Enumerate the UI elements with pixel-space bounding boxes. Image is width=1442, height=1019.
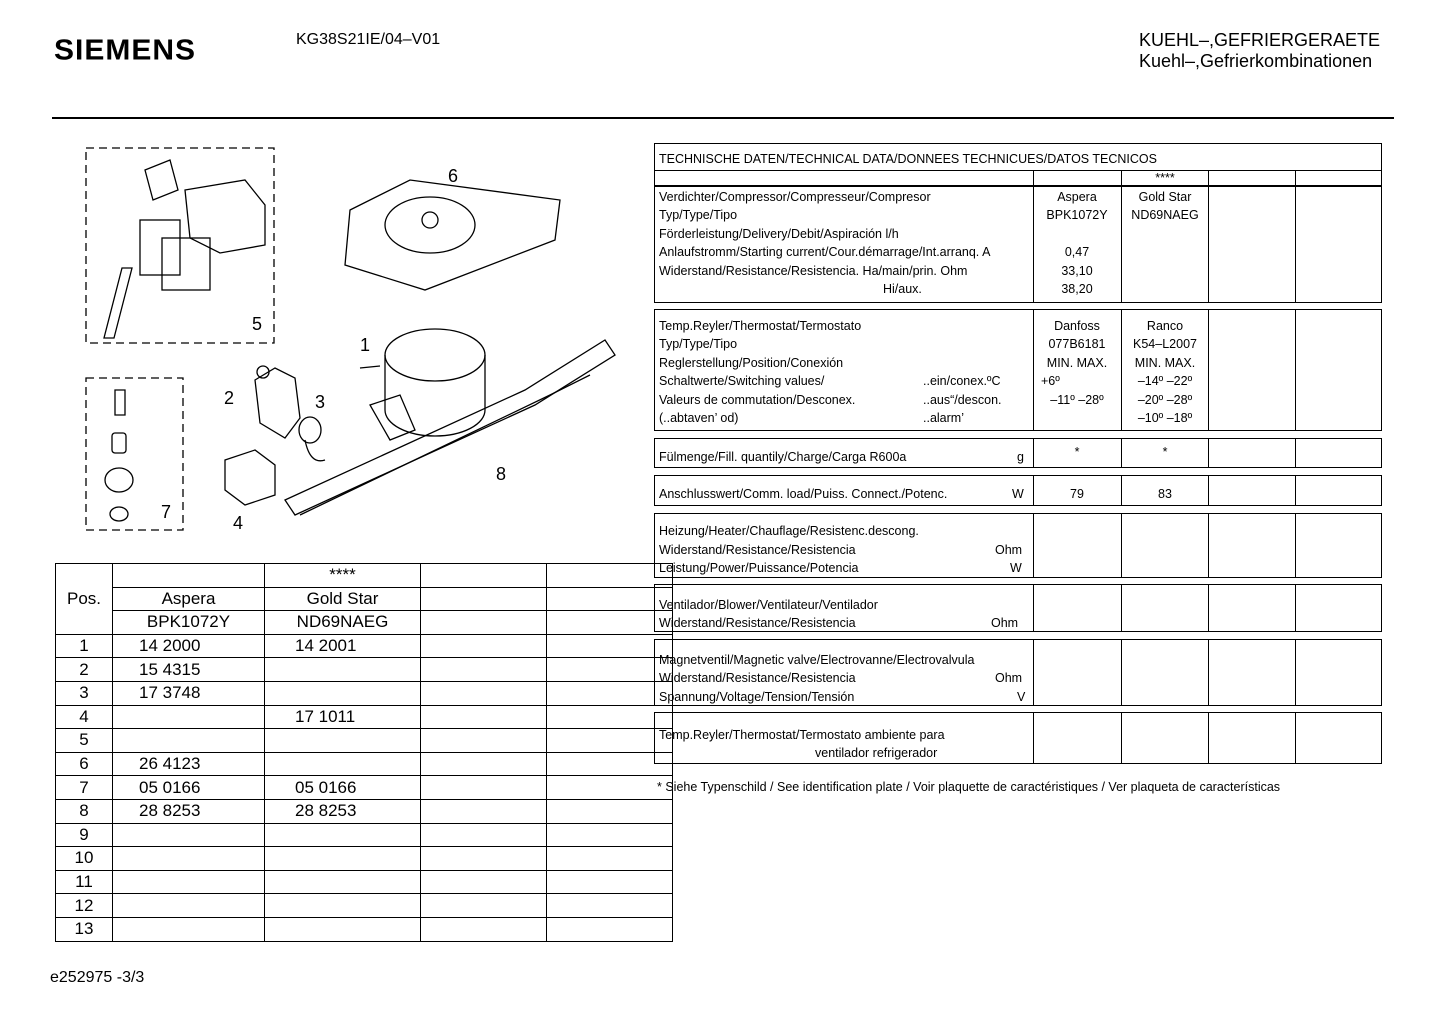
parts-row xyxy=(56,681,673,705)
compressor-b-model: ND69NAEG xyxy=(1131,208,1199,222)
thermostat-on-label: ..ein/conex.ºC xyxy=(923,374,1001,388)
fill-unit: g xyxy=(1017,450,1024,464)
parts-row xyxy=(56,729,673,753)
load-label: Anschlusswert/Comm. load/Puiss. Connect./Potenc. xyxy=(659,487,948,501)
tech-stars: **** xyxy=(1155,171,1175,185)
aspera-part-cell: 14 2000 xyxy=(113,634,265,658)
pos-cell: 13 xyxy=(56,917,113,941)
pos-cell: 11 xyxy=(56,870,113,894)
pos-header: Pos. xyxy=(56,587,113,611)
empty-cell xyxy=(421,847,547,871)
goldstar-part-cell xyxy=(265,917,421,941)
blower-label: Ventilador/Blower/Ventilateur/Ventilador xyxy=(659,598,878,612)
goldstar-part-cell xyxy=(265,847,421,871)
pos-cell: 8 xyxy=(56,799,113,823)
compressor-a-aux: 38,20 xyxy=(1061,282,1093,296)
aspera-part-cell xyxy=(113,917,265,941)
load-box xyxy=(654,475,1382,506)
parts-row xyxy=(56,752,673,776)
compressor-a-model: BPK1072Y xyxy=(1046,208,1108,222)
heater-power-label: Leistung/Power/Puissance/Potencia xyxy=(659,561,859,575)
goldstar-part-cell: 14 2001 xyxy=(265,634,421,658)
aspera-part-cell: 05 0166 xyxy=(113,776,265,800)
fill-b: * xyxy=(1162,445,1168,459)
goldstar-part-cell xyxy=(265,658,421,682)
empty-cell xyxy=(421,870,547,894)
compressor-current-label: Anlaufstromm/Starting current/Cour.démarrage/Int.arranq. A xyxy=(659,245,991,259)
tech-stars-row xyxy=(654,171,1382,186)
heater-label: Heizung/Heater/Chauflage/Resistenc.descong. xyxy=(659,524,919,538)
callout-4: 4 xyxy=(233,513,244,533)
parts-table xyxy=(55,563,673,942)
aspera-part-cell: 28 8253 xyxy=(113,799,265,823)
load-b: 83 xyxy=(1158,487,1172,501)
goldstar-part-cell xyxy=(265,894,421,918)
col1-brand: Aspera xyxy=(113,587,265,611)
goldstar-part-cell xyxy=(265,752,421,776)
valve-resistance-label: Widerstand/Resistance/Resistencia xyxy=(659,671,856,685)
pos-cell: 5 xyxy=(56,729,113,753)
thermostat-type-label: Typ/Type/Tipo xyxy=(659,337,738,351)
footnote: * Siehe Typenschild / See identification plate / Voir plaquette de caractéristiques / Ver plaqueta de características xyxy=(657,780,1281,794)
empty-cell xyxy=(421,658,547,682)
aspera-part-cell: 26 4123 xyxy=(113,752,265,776)
col2-model: ND69NAEG xyxy=(265,611,421,635)
aspera-part-cell: 17 3748 xyxy=(113,681,265,705)
empty-cell xyxy=(547,870,673,894)
compressor-box xyxy=(654,186,1382,303)
thermostat-commutation-label: Valeurs de commutation/Desconex. xyxy=(659,393,856,407)
thermostat-switching-label: Schaltwerte/Switching values/ xyxy=(659,374,825,388)
compressor-delivery-label: Förderleistung/Delivery/Debit/Aspiración l/h xyxy=(659,227,899,241)
thermostat-a-brand: Danfoss xyxy=(1054,319,1100,333)
load-a: 79 xyxy=(1070,487,1084,501)
thermostat-box xyxy=(654,309,1382,431)
compressor-b-brand: Gold Star xyxy=(1138,190,1192,204)
category-title: KUEHL–,GEFRIERGERAETE xyxy=(1139,30,1381,50)
empty-cell xyxy=(421,634,547,658)
pos-cell: 6 xyxy=(56,752,113,776)
thermostat-alarm-label: ..alarm’ xyxy=(923,411,964,425)
callout-6: 6 xyxy=(448,166,459,186)
exploded-parts-diagram xyxy=(60,140,620,540)
callout-8: 8 xyxy=(496,464,507,484)
empty-cell xyxy=(421,729,547,753)
blower-resistance-label: Widerstand/Resistance/Resistencia xyxy=(659,616,856,630)
heater-box xyxy=(654,513,1382,578)
aspera-part-cell xyxy=(113,894,265,918)
empty-cell xyxy=(421,752,547,776)
compressor-resistance-label: Widerstand/Resistance/Resistencia. Ha/main/prin. Ohm xyxy=(659,264,968,278)
parts-row xyxy=(56,917,673,941)
pos-cell: 10 xyxy=(56,847,113,871)
col1-model: BPK1072Y xyxy=(113,611,265,635)
callout-5: 5 xyxy=(252,314,263,334)
empty-cell xyxy=(421,705,547,729)
callout-3: 3 xyxy=(315,392,326,412)
empty-cell xyxy=(421,917,547,941)
empty-cell xyxy=(547,799,673,823)
thermostat-b-brand: Ranco xyxy=(1146,319,1184,333)
empty-cell xyxy=(421,799,547,823)
model-number: KG38S21IE/04–V01 xyxy=(296,31,441,48)
thermostat-label: Temp.Reyler/Thermostat/Termostato xyxy=(659,319,862,333)
ambient-label: Temp.Reyler/Thermostat/Termostato ambiente para xyxy=(659,728,945,742)
empty-cell xyxy=(421,823,547,847)
category-subtitle: Kuehl–,Gefrierkombinationen xyxy=(1139,51,1373,71)
thermostat-defrost-label: (..abtaven’ od) xyxy=(659,411,739,425)
goldstar-part-cell xyxy=(265,870,421,894)
blower-resistance-unit: Ohm xyxy=(991,616,1019,630)
thermostat-b-off: –20º –28º xyxy=(1137,393,1193,407)
compressor-a-brand: Aspera xyxy=(1057,190,1097,204)
compressor-aux-label: Hi/aux. xyxy=(883,282,922,296)
heater-resistance-unit: Ohm xyxy=(995,543,1023,557)
header-divider xyxy=(52,117,1394,119)
thermostat-b-minmax: MIN. MAX. xyxy=(1134,356,1196,370)
thermostat-b-on: –14º –22º xyxy=(1137,374,1193,388)
fill-box xyxy=(654,438,1382,468)
empty-cell xyxy=(547,776,673,800)
valve-box xyxy=(654,639,1382,706)
empty-cell xyxy=(421,681,547,705)
tech-title: TECHNISCHE DATEN/TECHNICAL DATA/DONNEES TECHNICUES/DATOS TECNICOS xyxy=(659,152,1157,166)
aspera-part-cell xyxy=(113,823,265,847)
thermostat-a-minmax: MIN. MAX. xyxy=(1046,356,1108,370)
heater-power-unit: W xyxy=(1010,561,1022,575)
aspera-part-cell xyxy=(113,705,265,729)
parts-row xyxy=(56,823,673,847)
valve-voltage-label: Spannung/Voltage/Tension/Tensión xyxy=(659,690,855,704)
valve-label: Magnetventil/Magnetic valve/Electrovanne/Electrovalvula xyxy=(659,653,975,667)
goldstar-part-cell xyxy=(265,729,421,753)
pos-cell: 7 xyxy=(56,776,113,800)
pos-cell: 3 xyxy=(56,681,113,705)
tech-title-box xyxy=(654,143,1382,171)
fill-label: Fülmenge/Fill. quantily/Charge/Carga R600a xyxy=(659,450,907,464)
valve-resistance-unit: Ohm xyxy=(995,671,1023,685)
pos-cell: 4 xyxy=(56,705,113,729)
ambient-thermostat-box xyxy=(654,712,1382,764)
parts-row xyxy=(56,894,673,918)
aspera-part-cell: 15 4315 xyxy=(113,658,265,682)
siemens-logo: SIEMENS xyxy=(54,34,197,67)
aspera-part-cell xyxy=(113,847,265,871)
parts-row xyxy=(56,658,673,682)
compressor-a-main: 33,10 xyxy=(1061,264,1093,278)
goldstar-part-cell: 05 0166 xyxy=(265,776,421,800)
goldstar-part-cell xyxy=(265,823,421,847)
aspera-part-cell xyxy=(113,729,265,753)
thermostat-a-on: +6º xyxy=(1041,374,1060,388)
fill-a: * xyxy=(1074,445,1080,459)
heater-resistance-label: Widerstand/Resistance/Resistencia xyxy=(659,543,856,557)
parts-row xyxy=(56,705,673,729)
thermostat-b-alarm: –10º –18º xyxy=(1137,411,1193,425)
pos-cell: 1 xyxy=(56,634,113,658)
thermostat-off-label: ..aus“/descon. xyxy=(923,393,1002,407)
pos-cell: 9 xyxy=(56,823,113,847)
goldstar-part-cell: 28 8253 xyxy=(265,799,421,823)
compressor-label: Verdichter/Compressor/Compresseur/Compresor xyxy=(659,190,931,204)
compressor-a-current: 0,47 xyxy=(1064,245,1090,259)
thermostat-b-model: K54–L2007 xyxy=(1133,337,1197,351)
empty-cell xyxy=(547,847,673,871)
parts-stars: **** xyxy=(265,564,421,588)
parts-row xyxy=(56,799,673,823)
aspera-part-cell xyxy=(113,870,265,894)
pos-cell: 12 xyxy=(56,894,113,918)
load-unit: W xyxy=(1012,487,1024,501)
empty-cell xyxy=(547,894,673,918)
callout-7: 7 xyxy=(161,502,172,522)
blower-box xyxy=(654,584,1382,632)
document-id: e252975 -3/3 xyxy=(50,969,145,986)
pos-cell: 2 xyxy=(56,658,113,682)
thermostat-position-label: Reglerstellung/Position/Conexión xyxy=(659,356,844,370)
empty-cell xyxy=(547,823,673,847)
ambient-label-2: ventilador refrigerador xyxy=(815,746,938,760)
parts-row xyxy=(56,776,673,800)
compressor-type-label: Typ/Type/Tipo xyxy=(659,208,738,222)
empty-cell xyxy=(421,776,547,800)
callout-2: 2 xyxy=(224,388,235,408)
thermostat-a-model: 077B6181 xyxy=(1048,337,1106,351)
goldstar-part-cell xyxy=(265,681,421,705)
empty-cell xyxy=(421,894,547,918)
thermostat-a-off: –11º –28º xyxy=(1050,393,1104,407)
parts-row xyxy=(56,847,673,871)
empty-cell xyxy=(547,917,673,941)
callout-1: 1 xyxy=(360,335,371,355)
col2-brand: Gold Star xyxy=(265,587,421,611)
parts-row xyxy=(56,870,673,894)
parts-row xyxy=(56,634,673,658)
valve-voltage-unit: V xyxy=(1017,690,1026,704)
goldstar-part-cell: 17 1011 xyxy=(265,705,421,729)
